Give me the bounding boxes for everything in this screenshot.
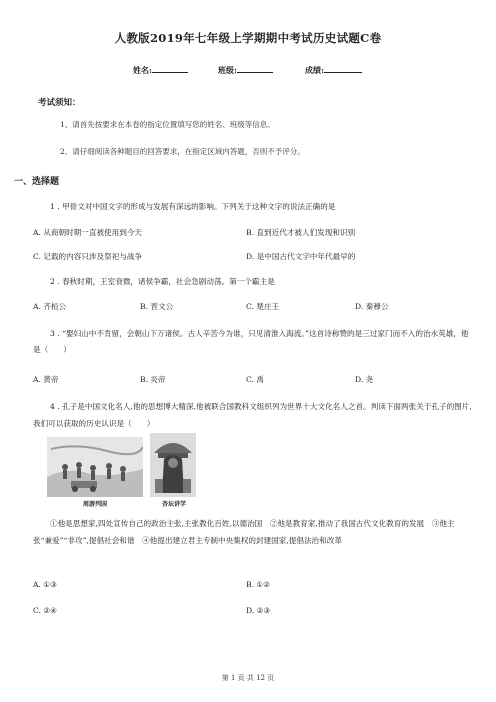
score-blank: [324, 64, 362, 73]
option-b[interactable]: B. 晋文公: [140, 302, 174, 311]
name-field: [133, 64, 188, 76]
page-title: 人教版2019年七年级上学期期中考试历史试题C卷: [114, 31, 382, 45]
option-d[interactable]: D. 秦穆公: [355, 302, 389, 311]
notice-item: 2、请仔细阅读各种题目的回答要求，在指定区域内答题，否则不予评分。: [60, 147, 305, 156]
option-b[interactable]: B. 炎帝: [140, 375, 166, 384]
option-c[interactable]: C. 记载的内容只涉及祭祀与战争: [33, 252, 143, 261]
option-d[interactable]: D. 尧: [355, 375, 374, 384]
option-c[interactable]: C. 禹: [246, 375, 264, 384]
question-stem: 1 . 甲骨文对中国文字的形成与发展有深远的影响。下列关于这种文字的说法正确的是: [50, 202, 336, 211]
image-caption: 周游列国: [82, 501, 107, 508]
option-d[interactable]: D. ②③: [246, 606, 271, 615]
section-heading: 一、选择题: [14, 177, 60, 187]
class-blank: [237, 64, 273, 73]
class-field: [218, 64, 273, 76]
name-blank: [152, 64, 188, 73]
option-a[interactable]: A. 从商朝时期一直被使用到今天: [33, 228, 143, 237]
travel-image: [47, 437, 143, 497]
class-label: 班级:: [218, 65, 237, 75]
question-stem: 4 . 孔子是中国文化名人,他的思想博大精深,他被联合国教科文组织列为世界十大文化名人之首。判读下面两张关于孔子的图片,我们可以获取的历史认识是（ ）: [33, 402, 472, 428]
page-footer: 第 1 页 共 12 页: [221, 674, 275, 682]
option-a[interactable]: A. 齐桓公: [33, 302, 67, 311]
score-field: [305, 64, 362, 76]
name-label: 姓名:: [133, 65, 152, 75]
question-stem: 2 . 春秋时期，王室衰微，诸侯争霸，社会急剧动荡。第一个霸主是: [50, 277, 275, 286]
notice-heading: 考试须知：: [38, 98, 81, 108]
question-stem: 3 . “娶妇山中不肯留，会朝山下万诸侯。古人辛苦今为谁，只见清淮入海流。”这首诗称赞的是三过家门而不入的治水英雄，他是（ ）: [33, 329, 469, 354]
option-a[interactable]: A. ①③: [33, 580, 57, 589]
option-b[interactable]: B. 直到近代才被人们发现和识别: [246, 228, 356, 237]
option-c[interactable]: C. ②④: [33, 606, 57, 615]
image-caption: 杏坛讲学: [161, 501, 186, 508]
option-b[interactable]: B. ①②: [246, 580, 271, 589]
option-a[interactable]: A. 黄帝: [33, 375, 59, 384]
option-c[interactable]: C. 楚庄王: [246, 302, 280, 311]
lecture-image: [150, 433, 196, 497]
notice-item: 1、请首先按要求在本卷的指定位置填写您的姓名、班级等信息。: [60, 120, 275, 129]
question-statements: ①他是思想家,四处宣传自己的政治主张,主张教化百姓,以德治国 ②他是教育家,推动了我国古代文化教育的发展 ③他主张“兼爱”“非攻”,提倡社会和谐 ④他提出建立君主专制中央集权的封建国家,提倡法治和改革: [33, 519, 455, 545]
score-label: 成绩:: [305, 65, 324, 75]
option-d[interactable]: D. 是中国古代文字中年代最早的: [246, 252, 356, 261]
